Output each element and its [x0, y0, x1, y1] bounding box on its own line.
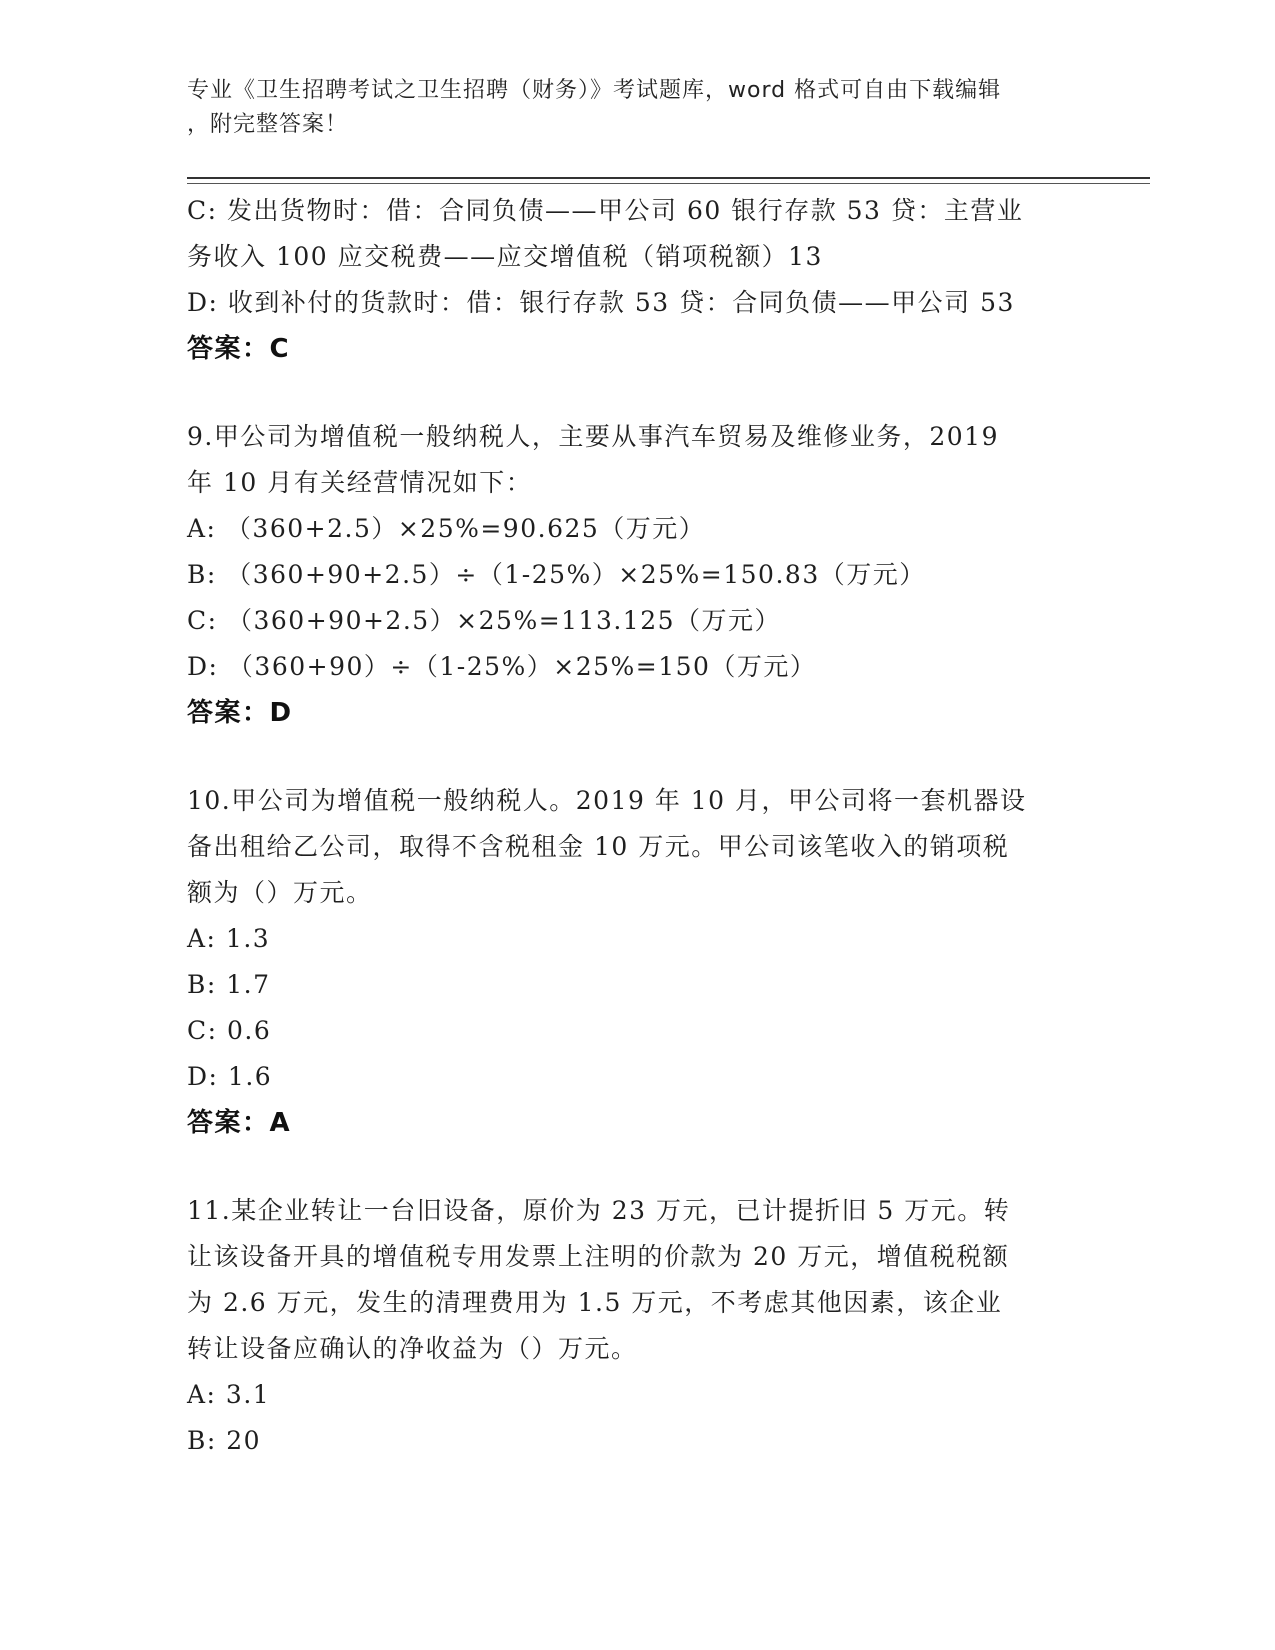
spacer — [187, 1146, 1077, 1188]
q9-answer: 答案：D — [187, 698, 293, 728]
q10-answer: 答案：A — [187, 1108, 292, 1138]
header-title-line-2: ，附完整答案！ — [187, 112, 349, 137]
q11-stem-line-3: 为 2.6 万元，发生的清理费用为 1.5 万元，不考虑其他因素，该企业 — [187, 1288, 1003, 1317]
q10-stem-line-2: 备出租给乙公司，取得不含税租金 10 万元。甲公司该笔收入的销项税 — [187, 832, 1010, 861]
header-title-line-1: 专业《卫生招聘考试之卫生招聘（财务）》考试题库，word 格式可自由下载编辑 — [187, 78, 1002, 103]
q11-stem-line-4: 转让设备应确认的净收益为（）万元。 — [187, 1334, 638, 1363]
q9-stem-line-1: 9.甲公司为增值税一般纳税人，主要从事汽车贸易及维修业务，2019 — [187, 422, 999, 451]
q9-option-b: B: （360+90+2.5）÷（1-25%）×25%=150.83（万元） — [187, 560, 926, 589]
question-9 — [187, 414, 1077, 736]
document-body — [187, 188, 1077, 1464]
q9-option-a: A: （360+2.5）×25%=90.625（万元） — [187, 514, 706, 543]
header-divider-thin — [187, 183, 1150, 184]
spacer — [187, 372, 1077, 414]
q8-option-d: D: 收到补付的货款时：借：银行存款 53 贷：合同负债——甲公司 53 — [187, 288, 1015, 317]
document-header — [187, 74, 1087, 142]
q11-stem-line-2: 让该设备开具的增值税专用发票上注明的价款为 20 万元，增值税税额 — [187, 1242, 1010, 1271]
q10-stem-line-1: 10.甲公司为增值税一般纳税人。2019 年 10 月，甲公司将一套机器设 — [187, 786, 1027, 815]
q10-option-b: B: 1.7 — [187, 970, 271, 999]
q11-stem-line-1: 11.某企业转让一台旧设备，原价为 23 万元，已计提折旧 5 万元。转 — [187, 1196, 1011, 1225]
spacer — [187, 736, 1077, 778]
q10-stem-line-3: 额为（）万元。 — [187, 878, 373, 907]
question-11 — [187, 1188, 1077, 1464]
q8-answer: 答案：C — [187, 334, 291, 364]
q11-option-b: B: 20 — [187, 1426, 262, 1455]
question-10 — [187, 778, 1077, 1146]
q10-option-a: A: 1.3 — [187, 924, 271, 953]
q9-option-d: D: （360+90）÷（1-25%）×25%=150（万元） — [187, 652, 817, 681]
q8-option-c-line-2: 务收入 100 应交税费——应交增值税（销项税额）13 — [187, 242, 823, 271]
header-divider-thick — [187, 177, 1150, 179]
q8-option-c-line-1: C: 发出货物时：借：合同负债——甲公司 60 银行存款 53 贷：主营业 — [187, 196, 1024, 225]
q9-option-c: C: （360+90+2.5）×25%=113.125（万元） — [187, 606, 782, 635]
q11-option-a: A: 3.1 — [187, 1380, 271, 1409]
q9-stem-line-2: 年 10 月有关经营情况如下： — [187, 468, 533, 497]
q10-option-c: C: 0.6 — [187, 1016, 272, 1045]
question-8-tail — [187, 188, 1077, 372]
q10-option-d: D: 1.6 — [187, 1062, 273, 1091]
